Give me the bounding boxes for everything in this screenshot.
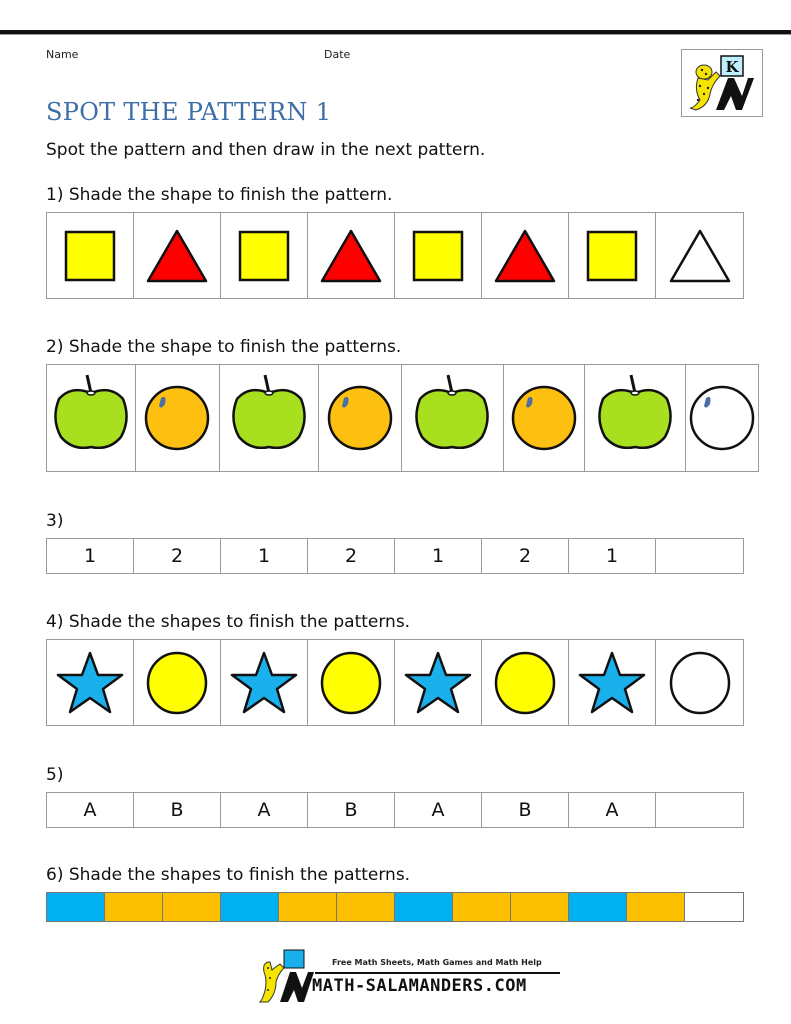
pattern-cell: [569, 213, 656, 298]
green-apple-icon: [51, 371, 131, 449]
date-label: Date: [324, 48, 351, 61]
red-triangle-icon: [494, 229, 556, 283]
pattern-cell: [47, 365, 136, 471]
pattern-cell: [136, 365, 220, 471]
question-3-label: 3): [46, 511, 64, 531]
question-4-pattern-row: [46, 639, 744, 726]
question-5-letter-row: [46, 792, 744, 828]
answer-cell[interactable]: [656, 793, 743, 827]
answer-cell[interactable]: [656, 213, 743, 298]
pattern-cell: [134, 213, 221, 298]
yellow-square-icon: [64, 230, 116, 282]
pattern-cell: [308, 213, 395, 298]
logo-letter: K: [725, 58, 739, 76]
footer-tagline: Free Math Sheets, Math Games and Math Help: [332, 958, 542, 967]
number-cell: 1: [47, 539, 134, 573]
blue-star-icon: [577, 650, 647, 716]
yellow-square-icon: [586, 230, 638, 282]
pattern-cell: [482, 213, 569, 298]
orange-block: [105, 893, 163, 921]
letter-cell: B: [308, 793, 395, 827]
name-label: Name: [46, 48, 79, 61]
blue-block: [395, 893, 453, 921]
orange-fruit-icon: [510, 384, 578, 452]
pattern-cell: [134, 640, 221, 725]
yellow-square-icon: [238, 230, 290, 282]
blue-star-icon: [55, 650, 125, 716]
pattern-cell: [585, 365, 686, 471]
orange-fruit-icon: [143, 384, 211, 452]
letter-cell: A: [221, 793, 308, 827]
green-apple-icon: [412, 371, 492, 449]
orange-block: [453, 893, 511, 921]
number-cell: 2: [482, 539, 569, 573]
letter-cell: B: [134, 793, 221, 827]
orange-block: [511, 893, 569, 921]
number-cell: 1: [221, 539, 308, 573]
number-cell: 1: [395, 539, 482, 573]
letter-cell: A: [569, 793, 656, 827]
number-cell: 2: [308, 539, 395, 573]
pattern-cell: [402, 365, 504, 471]
pattern-cell: [319, 365, 402, 471]
question-2-pattern-row: [46, 364, 759, 472]
letter-cell: A: [47, 793, 134, 827]
orange-block: [279, 893, 337, 921]
salamander-footer-icon: [258, 948, 318, 1004]
pattern-cell: [47, 213, 134, 298]
blue-star-icon: [229, 650, 299, 716]
orange-fruit-icon: [326, 384, 394, 452]
yellow-circle-icon: [145, 650, 209, 716]
green-apple-icon: [229, 371, 309, 449]
blank-orange-outline-icon[interactable]: [688, 384, 756, 452]
page-title: SPOT THE PATTERN 1: [46, 98, 332, 126]
blue-block: [47, 893, 105, 921]
blank-circle-icon[interactable]: [668, 650, 732, 716]
orange-block: [337, 893, 395, 921]
question-1-label: 1) Shade the shape to finish the pattern.: [46, 185, 393, 205]
pattern-cell: [569, 640, 656, 725]
question-6-label: 6) Shade the shapes to finish the patterns.: [46, 865, 411, 885]
blue-block: [569, 893, 627, 921]
answer-cell[interactable]: [656, 640, 743, 725]
orange-block: [163, 893, 221, 921]
pattern-cell: [308, 640, 395, 725]
header-rule-shadow: [0, 34, 791, 35]
blank-triangle-icon[interactable]: [669, 229, 731, 283]
yellow-circle-icon: [319, 650, 383, 716]
footer-brand[interactable]: MATH-SALAMANDERS.COM: [312, 976, 527, 996]
footer-rule: [315, 972, 560, 974]
answer-block[interactable]: [685, 893, 743, 921]
question-1-pattern-row: [46, 212, 744, 299]
answer-cell[interactable]: [686, 365, 758, 471]
pattern-cell: [395, 640, 482, 725]
footer-logo: [258, 948, 318, 1004]
salamander-logo-icon: [682, 50, 762, 116]
letter-cell: B: [482, 793, 569, 827]
question-3-number-row: [46, 538, 744, 574]
pattern-cell: [221, 640, 308, 725]
red-triangle-icon: [320, 229, 382, 283]
pattern-cell: [482, 640, 569, 725]
pattern-cell: [504, 365, 586, 471]
question-2-label: 2) Shade the shape to finish the patterns.: [46, 337, 402, 357]
pattern-cell: [47, 640, 134, 725]
blue-block: [221, 893, 279, 921]
red-triangle-icon: [146, 229, 208, 283]
yellow-square-icon: [412, 230, 464, 282]
letter-cell: A: [395, 793, 482, 827]
number-cell: 2: [134, 539, 221, 573]
orange-block: [627, 893, 685, 921]
pattern-cell: [395, 213, 482, 298]
instructions: Spot the pattern and then draw in the next pattern.: [46, 140, 486, 160]
question-5-label: 5): [46, 765, 64, 785]
green-apple-icon: [595, 371, 675, 449]
question-4-label: 4) Shade the shapes to finish the patterns.: [46, 612, 411, 632]
pattern-cell: [220, 365, 320, 471]
pattern-cell: [221, 213, 308, 298]
number-cell: 1: [569, 539, 656, 573]
answer-cell[interactable]: [656, 539, 743, 573]
question-6-color-bar: [46, 892, 744, 922]
salamander-logo: [681, 49, 763, 117]
blue-star-icon: [403, 650, 473, 716]
yellow-circle-icon: [493, 650, 557, 716]
